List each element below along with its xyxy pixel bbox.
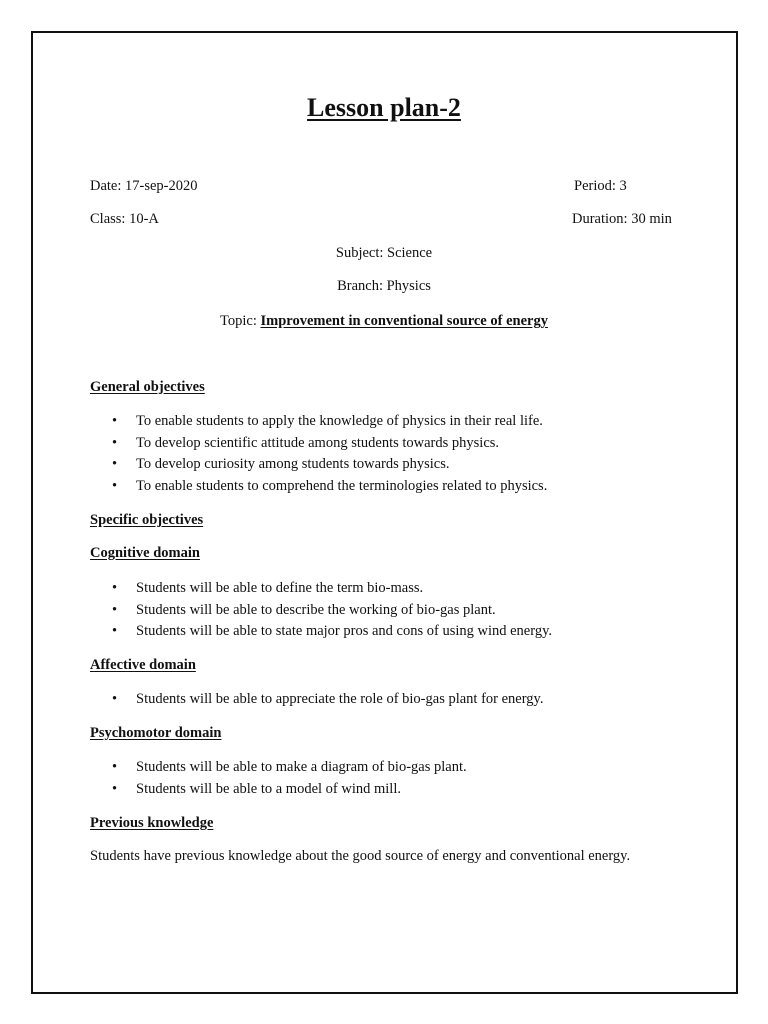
duration-text: Duration: 30 min <box>572 211 672 227</box>
psychomotor-domain-heading: Psychomotor domain <box>90 725 222 741</box>
list-item: • Students will be able to make a diagram of bio-gas plant. <box>90 757 467 779</box>
list-item: • Students will be able to describe the working of bio-gas plant. <box>90 600 552 622</box>
previous-knowledge-heading: Previous knowledge <box>90 815 214 831</box>
list-item: • To develop scientific attitude among students towards physics. <box>90 433 547 455</box>
period-text: Period: 3 <box>574 178 627 194</box>
general-objectives-heading: General objectives <box>90 379 205 395</box>
page-title: Lesson plan-2 <box>307 93 461 122</box>
subject-text: Subject: Science <box>335 245 433 261</box>
psychomotor-domain-list <box>90 757 467 800</box>
list-item: • Students will be able to a model of wind mill. <box>90 779 467 801</box>
general-objectives-list <box>90 411 547 497</box>
list-item: • Students will be able to appreciate the role of bio-gas plant for energy. <box>90 689 543 711</box>
list-item: • Students will be able to define the term bio-mass. <box>90 578 552 600</box>
cognitive-domain-list <box>90 578 552 643</box>
specific-objectives-heading: Specific objectives <box>90 512 204 528</box>
date-text: Date: 17-sep-2020 <box>90 178 198 194</box>
topic-value: Improvement in conventional source of energy <box>260 313 548 329</box>
list-item: • Students will be able to state major pros and cons of using wind energy. <box>90 621 552 643</box>
class-text: Class: 10-A <box>90 211 159 227</box>
list-item: • To develop curiosity among students towards physics. <box>90 454 547 476</box>
previous-knowledge-text: Students have previous knowledge about the good source of energy and conventional energy. <box>90 848 631 864</box>
topic-label: Topic: <box>220 313 261 329</box>
cognitive-domain-heading: Cognitive domain <box>90 545 200 561</box>
topic-line <box>0 312 768 330</box>
affective-domain-list <box>90 689 543 711</box>
branch-text: Branch: Physics <box>337 278 431 294</box>
affective-domain-heading: Affective domain <box>90 657 196 673</box>
list-item: • To enable students to apply the knowledge of physics in their real life. <box>90 411 547 433</box>
list-item: • To enable students to comprehend the terminologies related to physics. <box>90 476 547 498</box>
